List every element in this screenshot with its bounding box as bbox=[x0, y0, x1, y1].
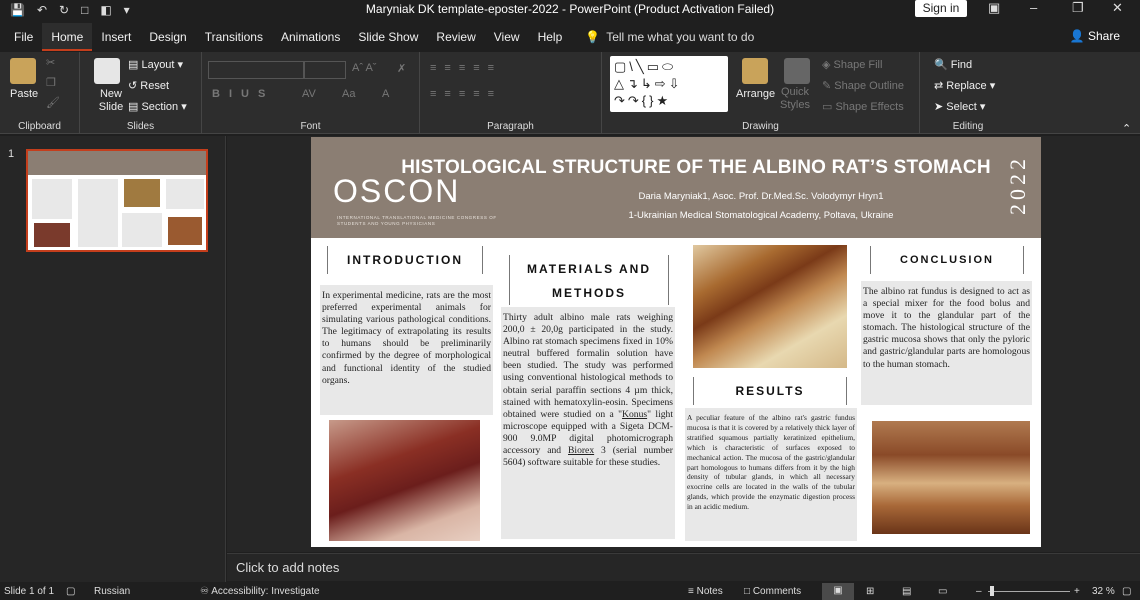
methods-text-part1: Thirty adult albino male rats weighing 200,0 ± 20,0g participated in the study. Albino rat stomach specimens fixed in 10% neutral buffered formalin solution have been studied. The study was performed using conventional histological methods to obtain serial paraffin sections 4 µm thick, stained with hematoxylin-eosin. Specimens obtained were studied on a " bbox=[503, 312, 673, 420]
restore-icon[interactable]: ❐ bbox=[1072, 0, 1084, 15]
list-indent-icons[interactable]: ≡≡≡≡≡ bbox=[430, 62, 503, 74]
clipboard-label: Clipboard bbox=[18, 121, 61, 132]
shape-outline-button[interactable] bbox=[822, 79, 904, 92]
section-icon: ▤ bbox=[128, 101, 142, 113]
replace-icon: ⇄ bbox=[934, 80, 947, 92]
ribbon bbox=[0, 52, 1140, 134]
language-indicator[interactable]: Russian bbox=[94, 586, 131, 597]
introduction-text[interactable]: In experimental medicine, rats are the most preferred experimental animals for simulating various pathological conditions. The legitimacy of extrapolating its results to humans should be preliminarily confirmed by the degree of morphological and functional identity of the studied organs. bbox=[320, 285, 493, 415]
collapse-ribbon-icon[interactable]: ⌃ bbox=[1122, 123, 1132, 135]
ribbon-display-options-icon[interactable]: ▣ bbox=[988, 0, 1001, 15]
layout-button[interactable]: ▤ Layout ▾ bbox=[128, 59, 184, 71]
paste-button[interactable]: Paste bbox=[10, 88, 39, 100]
methods-heading[interactable]: MATERIALS AND METHODS bbox=[509, 255, 669, 305]
new-slide-icon[interactable] bbox=[94, 58, 120, 84]
customize-toolbar-icon[interactable]: ▾ bbox=[123, 3, 130, 17]
font-label: Font bbox=[300, 121, 321, 132]
spell-check-icon[interactable]: ▢ bbox=[66, 586, 76, 597]
cut-icon[interactable]: ✂ bbox=[46, 57, 56, 69]
paragraph-label: Paragraph bbox=[487, 121, 534, 132]
font-name-field[interactable] bbox=[208, 61, 304, 79]
introduction-heading[interactable]: INTRODUCTION bbox=[327, 246, 483, 274]
biorex-word: Biorex bbox=[568, 445, 595, 457]
histology-image-1[interactable] bbox=[329, 420, 480, 541]
oscon-logo: OSCON bbox=[333, 173, 461, 209]
slide[interactable] bbox=[311, 137, 1041, 547]
find-icon: 🔍 bbox=[934, 59, 951, 71]
close-icon[interactable]: ✕ bbox=[1112, 0, 1123, 15]
open-icon[interactable]: ◧ bbox=[100, 3, 112, 17]
thumb-conclusion-box bbox=[166, 179, 204, 209]
replace-button[interactable]: ⇄ Replace ▾ bbox=[934, 80, 996, 92]
find-button[interactable] bbox=[934, 58, 972, 71]
editing-label: Editing bbox=[952, 121, 984, 132]
font-style-icons[interactable]: BIUS bbox=[212, 88, 275, 100]
section-label: Section bbox=[141, 101, 179, 113]
thumb-image-3 bbox=[168, 217, 202, 245]
sign-in-button[interactable]: Sign in bbox=[915, 0, 967, 17]
undo-icon[interactable]: ↶ bbox=[36, 3, 48, 17]
tell-me-search[interactable]: Tell me what you want to do bbox=[606, 30, 755, 44]
change-case-icon[interactable]: Aa bbox=[342, 88, 356, 100]
quick-styles-icon[interactable] bbox=[784, 58, 810, 84]
reading-view-icon[interactable]: ▤ bbox=[902, 586, 912, 597]
slide-number: 1 bbox=[8, 148, 15, 160]
tab-home[interactable]: Home bbox=[42, 23, 92, 51]
minimize-icon[interactable]: – bbox=[1030, 0, 1038, 15]
notes-icon: ≡ bbox=[688, 586, 697, 597]
tab-review[interactable]: Review bbox=[436, 30, 476, 44]
thumb-intro-box bbox=[32, 179, 72, 219]
methods-text-part2: " light microscope equipped with a Sigeta DCM-900 9.0MP digital photomicrograph accessory and bbox=[503, 408, 673, 457]
shapes-gallery[interactable] bbox=[610, 56, 728, 112]
results-heading[interactable]: RESULTS bbox=[693, 377, 847, 405]
paint-bucket-icon: ◈ bbox=[822, 59, 834, 71]
slide-sorter-icon[interactable]: ⊞ bbox=[866, 586, 875, 597]
methods-text[interactable] bbox=[501, 307, 675, 539]
paste-icon[interactable] bbox=[10, 58, 36, 84]
save-icon[interactable]: 💾 bbox=[10, 3, 25, 17]
effects-icon: ▭ bbox=[822, 101, 836, 113]
poster-affiliation[interactable]: 1-Ukrainian Medical Stomatological Academy, Poltava, Ukraine bbox=[628, 210, 894, 221]
format-painter-icon[interactable]: 🖌 bbox=[46, 97, 60, 109]
tab-transitions[interactable]: Transitions bbox=[204, 30, 263, 44]
conclusion-text[interactable]: The albino rat fundus is designed to act as a special mixer for the food bolus and move it to the glandular part of the stomach. The histological structure of the gastric mucosa shows that only the pyloric and gastric/glandular parts are homologous to the human stomach. bbox=[861, 281, 1032, 405]
replace-label: Replace bbox=[946, 80, 987, 92]
editing-group bbox=[920, 52, 1016, 134]
select-label: Select bbox=[946, 101, 977, 113]
new-slide-button[interactable]: New Slide bbox=[98, 88, 124, 113]
font-color-icon[interactable]: A bbox=[382, 88, 390, 100]
notes-pane[interactable]: Click to add notes bbox=[227, 553, 1140, 581]
poster-authors[interactable]: Daria Maryniak1, Asoc. Prof. Dr.Med.Sc. Volodymyr Hryn1 bbox=[638, 191, 884, 202]
share-button[interactable] bbox=[1070, 29, 1120, 43]
font-size-field[interactable] bbox=[304, 61, 346, 79]
comment-icon: □ bbox=[744, 586, 753, 597]
slide-show-icon[interactable]: ▭ bbox=[938, 586, 948, 597]
thumb-image-1 bbox=[34, 223, 70, 247]
comments-button[interactable] bbox=[744, 586, 801, 597]
slides-group bbox=[80, 52, 202, 134]
find-label: Find bbox=[950, 59, 973, 71]
arrange-button[interactable]: Arrange bbox=[736, 88, 776, 100]
quick-styles-button[interactable]: Quick Styles bbox=[780, 86, 810, 111]
shape-effects-label: Shape Effects bbox=[835, 101, 904, 113]
shape-outline-label: Shape Outline bbox=[834, 80, 904, 92]
slides-label: Slides bbox=[126, 121, 155, 132]
accessibility-icon: ♾ bbox=[200, 586, 212, 597]
comments-label: Comments bbox=[752, 586, 802, 597]
shape-fill-button[interactable] bbox=[822, 58, 882, 71]
copy-icon[interactable]: ❐ bbox=[46, 77, 56, 89]
thumb-banner bbox=[28, 151, 206, 175]
notes-label: Notes bbox=[696, 586, 723, 597]
thumb-methods-box bbox=[78, 179, 118, 247]
zoom-slider[interactable] bbox=[988, 591, 1070, 592]
zoom-in-icon[interactable]: + bbox=[1074, 586, 1080, 597]
quick-access-toolbar bbox=[0, 3, 220, 17]
cursor-icon: ➤ bbox=[934, 101, 947, 113]
window-title: Maryniak DK template-eposter-2022 - PowerPoint (Product Activation Failed) bbox=[365, 2, 775, 16]
thumb-image-2 bbox=[124, 179, 160, 207]
slide-counter: Slide 1 of 1 bbox=[4, 586, 55, 597]
drawing-group bbox=[602, 52, 920, 134]
status-bar bbox=[0, 583, 1140, 600]
font-group bbox=[202, 52, 420, 134]
shape-fill-label: Shape Fill bbox=[833, 59, 883, 71]
tab-file[interactable]: File bbox=[14, 30, 34, 44]
fit-to-window-icon[interactable]: ▢ bbox=[1122, 586, 1132, 597]
section-button[interactable]: ▤ Section ▾ bbox=[128, 101, 187, 113]
clipboard-group bbox=[0, 52, 80, 134]
accessibility-button[interactable] bbox=[200, 586, 320, 597]
select-button[interactable]: ➤ Select ▾ bbox=[934, 101, 986, 113]
layout-icon: ▤ bbox=[128, 59, 142, 71]
share-label: Share bbox=[1087, 29, 1120, 43]
character-spacing-icon[interactable]: AV bbox=[302, 88, 316, 100]
conclusion-heading[interactable]: CONCLUSION bbox=[870, 246, 1024, 274]
methods-text-part3: 3 (serial number 5604) software suitable for these studies. bbox=[503, 445, 673, 469]
shape-icons: ▢\╲▭⬭ △↴↳⇨⇩ ↷↷{}★ bbox=[614, 59, 683, 108]
thumb-results-box bbox=[122, 213, 162, 247]
new-document-icon[interactable]: □ bbox=[81, 3, 89, 17]
logo-subtitle: INTERNATIONAL TRANSLATIONAL MEDICINE CONGRESS OF STUDENTS AND YOUNG PHYSICIANS bbox=[337, 215, 497, 226]
tab-help[interactable]: Help bbox=[537, 30, 563, 44]
poster-title[interactable]: HISTOLOGICAL STRUCTURE OF THE ALBINO RAT’S STOMACH bbox=[401, 157, 991, 178]
histology-image-2[interactable] bbox=[693, 245, 847, 368]
results-text[interactable]: A peculiar feature of the albino rat's gastric fundus mucosa is that it is covered by a relatively thick layer of stratified squamous partially keratinized epithelium, which is characteristic of surfaces exposed to mechanical action. The mucosa of the gastric/glandular part homologous to humans differs from it by the high density of tubular glands, in which all necessary exocrine cells are located in the walls of the tubular glands, which provide the enzymatic digestion process in an acidic medium. bbox=[685, 408, 857, 541]
paragraph-group bbox=[420, 52, 602, 134]
clear-formatting-icon[interactable]: ✗ bbox=[397, 63, 407, 75]
tab-animations[interactable]: Animations bbox=[280, 30, 341, 44]
reset-icon: ↺ bbox=[128, 80, 141, 92]
notes-button[interactable] bbox=[688, 586, 723, 597]
histology-image-3[interactable] bbox=[872, 421, 1030, 534]
konus-word: Konus bbox=[622, 408, 648, 420]
redo-icon[interactable]: ↻ bbox=[59, 3, 70, 17]
pen-icon: ✎ bbox=[822, 80, 835, 92]
tab-insert[interactable]: Insert bbox=[101, 30, 132, 44]
zoom-out-icon[interactable]: – bbox=[976, 586, 982, 597]
alignment-icons[interactable]: ≡≡≡≡≡ bbox=[430, 88, 503, 100]
zoom-level[interactable]: 32 % bbox=[1092, 586, 1115, 597]
tab-design[interactable]: Design bbox=[149, 30, 187, 44]
lightbulb-icon: 💡 bbox=[585, 30, 601, 44]
ribbon-tabs bbox=[0, 22, 1140, 52]
shape-effects-button[interactable] bbox=[822, 100, 904, 113]
title-bar bbox=[0, 0, 1140, 20]
reset-button[interactable] bbox=[128, 79, 169, 92]
accessibility-label: Accessibility: Investigate bbox=[211, 586, 320, 597]
tab-slide-show[interactable]: Slide Show bbox=[358, 30, 419, 44]
font-size-adjust-icons[interactable]: Aˆ Aˇ bbox=[352, 62, 377, 74]
arrange-icon[interactable] bbox=[742, 58, 768, 84]
poster-year: 2022 bbox=[1005, 155, 1030, 215]
reset-label: Reset bbox=[140, 80, 170, 92]
layout-label: Layout bbox=[141, 59, 175, 71]
tab-view[interactable]: View bbox=[493, 30, 520, 44]
person-icon: 👤 bbox=[1069, 29, 1088, 43]
poster-banner bbox=[311, 137, 1041, 238]
zoom-slider-handle[interactable] bbox=[990, 586, 994, 596]
normal-view-icon[interactable]: ▣ bbox=[822, 583, 854, 600]
slide-thumbnail[interactable] bbox=[26, 149, 208, 252]
drawing-label: Drawing bbox=[742, 121, 779, 132]
